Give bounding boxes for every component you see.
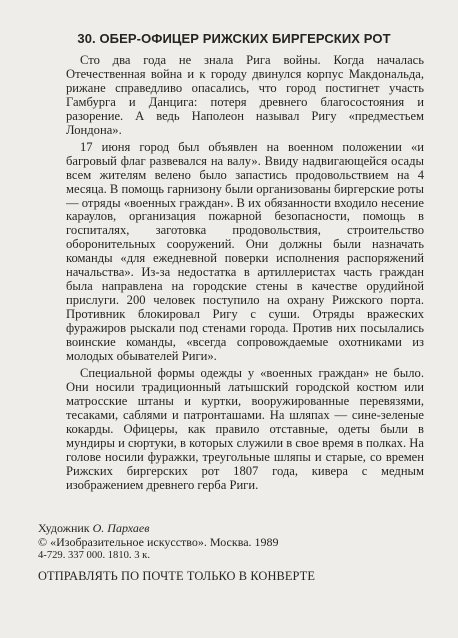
artist-label: Художник [38, 521, 90, 535]
page-title: 30. ОБЕР-ОФИЦЕР РИЖСКИХ БИРГЕРСКИХ РОТ [77, 31, 391, 46]
body-text [66, 54, 424, 496]
copyright-line: © «Изобразительное искусство». Москва. 1989 [38, 534, 279, 549]
paragraph-1: Сто два года не знала Рига войны. Когда началась Отечественная война и к городу двинулся корпус Макдональда, рижане справедливо опасались, что город постигнет участь Гамбурга и Данцига: потеря древнего благосостояния и разорение. А ведь Наполеон называл Ригу «предместьем Лондона». [66, 53, 424, 137]
artist-name: О. Пархаев [92, 521, 150, 535]
paragraph-2: 17 июня город был объявлен на военном положении «и багровый флаг развевался на валу». Ввиду надвигающейся осады всем жителям велено было запастись продовольствием на 4 месяца. В помощь гарнизону были организованы биргерские роты — отряды «военных граждан». В их обязанности входило несение караулов, организация пожарной безопасности, помощь в госпиталях, заготовка продовольствия, строительство оборонительных сооружений. Они должны были назначать команды «для ежедневной поверки исполнения распоряжений начальства». Из-за недостатка в артиллеристах часть граждан была направлена на городские стены в качестве орудийной прислуги. 200 человек поступило на охрану Рижского порта. Противник блокировал Ригу с суши. Отряды вражеских фуражиров рыскали под стенами города. Против них посылались воинские команды, «всегда сопровождаемые охотниками из молодых обывателей Риги». [66, 139, 424, 364]
print-code: 4-729. 337 000. 1810. 3 к. [38, 550, 150, 561]
imprint [38, 522, 438, 563]
paragraph-3: Специальной формы одежды у «военных граждан» не было. Они носили традиционный латышский городской костюм или матросские штаны и куртки, вооружированные перевязями, тесаками, саблями и патронташами. На шляпах — сине-зеленые кокарды. Офицеры, как правило отставные, одеты были в мундиры и сюртуки, в которых служили в свое время в полках. На голове носили фуражки, треугольные шляпы и старые, со времен Рижских биргерских рот 1807 года, кивера с медным изображением древнего герба Риги. [66, 365, 424, 492]
mailing-notice: ОТПРАВЛЯТЬ ПО ПОЧТЕ ТОЛЬКО В КОНВЕРТЕ [38, 569, 316, 583]
artist-line [38, 522, 438, 536]
